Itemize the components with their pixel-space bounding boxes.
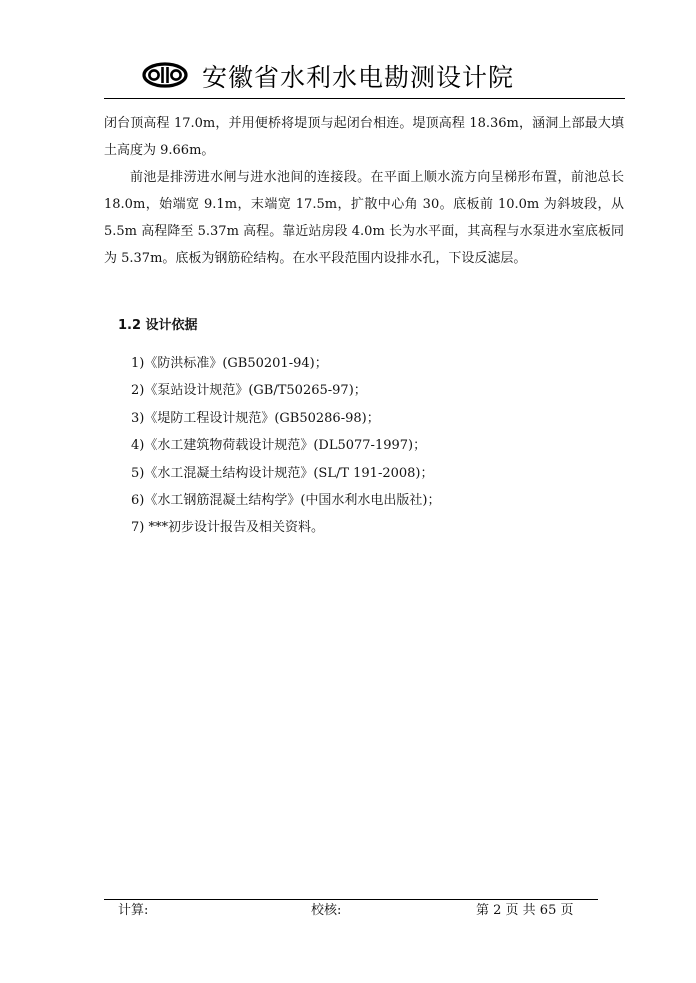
body-paragraph: 前池是排涝进水闸与进水池间的连接段。在平面上顺水流方向呈梯形布置，前池总长 18.0m，始端宽 9.1m，末端宽 17.5m，扩散中心角 30。底板前 10.0m 为斜坡段，从 5.5m 高程降至 5.37m 高程。靠近站房段 4.0m 长为水平面，其高程与水泵进水室底板同为 5.37m。底板为钢筋砼结构。在水平段范围内设排水孔，下设反滤层。 [104, 170, 624, 266]
reference-list [131, 350, 441, 542]
reference-item: 7) ***初步设计报告及相关资料。 [131, 520, 324, 536]
footer-check-label: 校核: [311, 903, 342, 918]
institute-logo-icon [142, 62, 188, 88]
organization-name: 安徽省水利水电勘测设计院 [202, 63, 515, 92]
footer-calc-label: 计算: [118, 903, 149, 918]
reference-item: 6)《水工钢筋混凝土结构学》(中国水利水电出版社)； [131, 493, 441, 509]
reference-item: 3)《堤防工程设计规范》(GB50286-98)； [131, 410, 380, 426]
page-header [104, 52, 624, 98]
body-text [104, 110, 624, 272]
reference-item: 1)《防洪标准》(GB50201-94)； [131, 356, 328, 371]
reference-item: 5)《水工混凝土结构设计规范》(SL/T 191-2008)； [131, 465, 434, 481]
section-heading: 1.2 设计依据 [118, 318, 198, 333]
header-divider [104, 98, 625, 99]
body-paragraph: 闭台顶高程 17.0m，并用便桥将堤顶与起闭台相连。堤顶高程 18.36m，涵洞上部最大填土高度为 9.66m。 [104, 116, 624, 158]
footer-divider [104, 899, 598, 900]
reference-item: 2)《泵站设计规范》(GB/T50265-97)； [131, 383, 367, 399]
reference-item: 4)《水工建筑物荷载设计规范》(DL5077-1997)； [131, 438, 427, 454]
footer-page-number: 第 2 页 共 65 页 [476, 903, 574, 918]
